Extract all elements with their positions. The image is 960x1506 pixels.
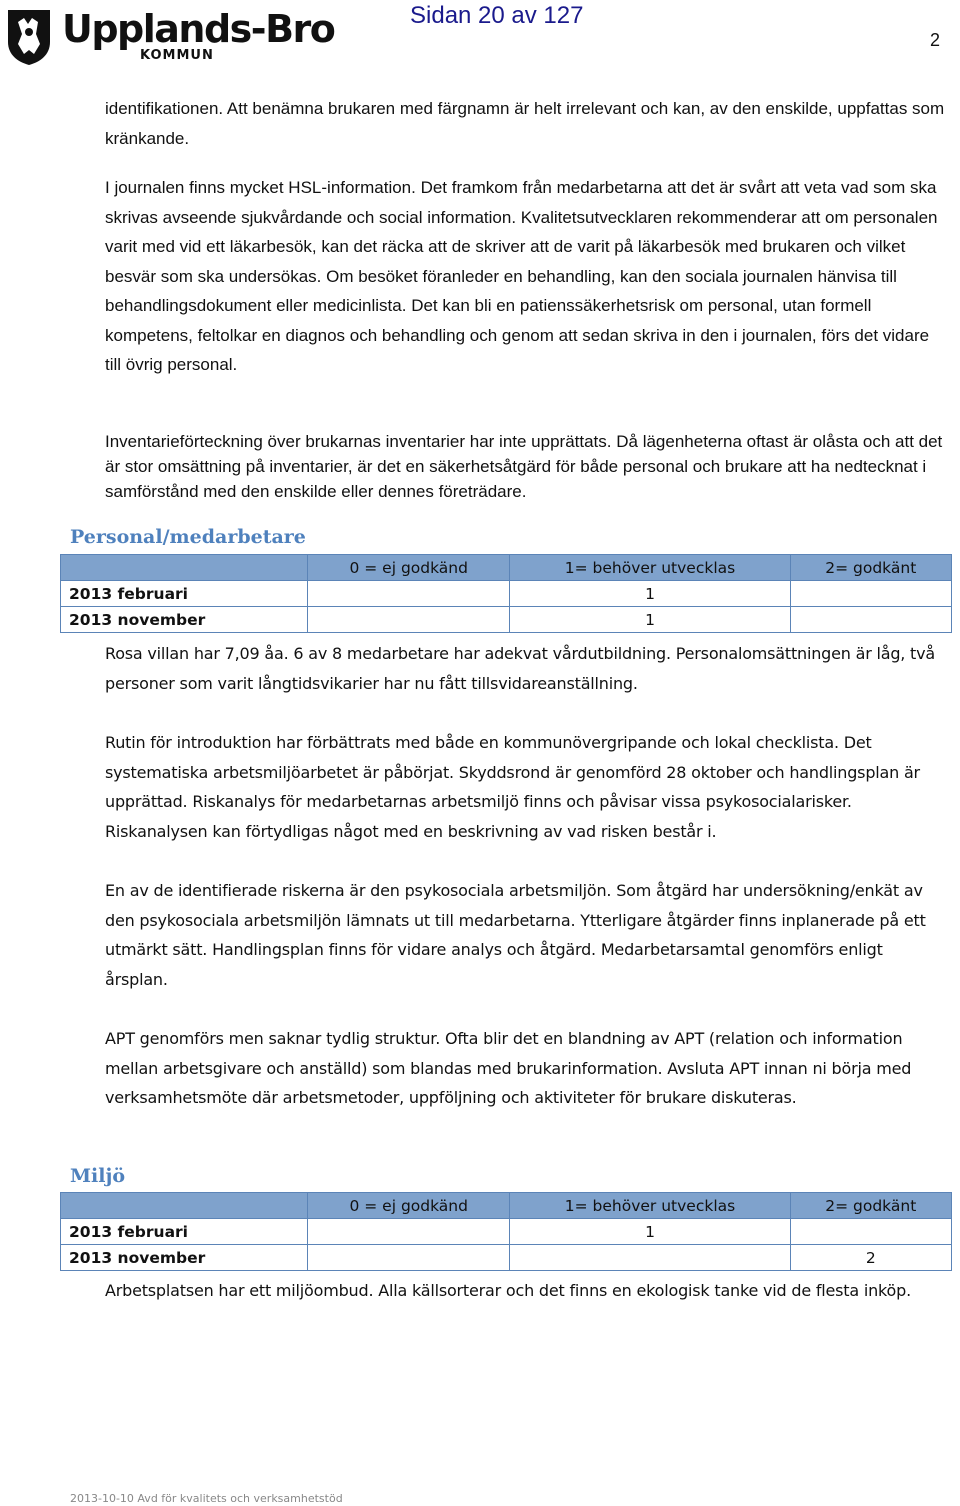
table-row	[61, 581, 952, 607]
row-label: 2013 november	[61, 607, 308, 633]
personal-p3-part-c: Ytterligare åtgärder finns inplanerade på ett utmärkt sätt.	[105, 910, 926, 959]
table-row	[61, 1245, 952, 1271]
table-header-cell: 0 = ej godkänd	[308, 555, 510, 581]
intro-paragraph-3	[105, 429, 945, 504]
coat-of-arms-icon	[6, 8, 52, 66]
personal-paragraph-3	[105, 876, 945, 994]
personal-p1-part-a: Rosa villan har 7,09 åa.	[105, 644, 289, 663]
rating-table-personal	[60, 554, 952, 633]
intro-p3-part-b: Då lägenheterna oftast är olåsta och att det är stor omsättning på inventarier, är det en säkerhetsåtgärd för både personal och brukare att ha nedtecknat i samförstånd med den enskilde eller dennes företrädare.	[105, 432, 943, 501]
personal-p4-part-b: Ofta blir det en blandning av APT (relation och information mellan arbetsgivare och anställd) som blandas med brukarinformation.	[105, 1029, 903, 1078]
rating-cell	[308, 607, 510, 633]
footer-text: 2013-10-10 Avd för kvalitets och verksamhetstöd	[70, 1492, 343, 1505]
intro-p3-part-a: Inventarieförteckning över brukarnas inventarier har inte upprättats.	[105, 432, 612, 451]
personal-p1-part-b: 6 av 8 medarbetare har adekvat vårdutbildning.	[293, 644, 671, 663]
municipality-logo	[6, 8, 334, 70]
row-label: 2013 februari	[61, 581, 308, 607]
page-number: 2	[929, 30, 940, 50]
table-row	[61, 607, 952, 633]
rating-cell: 1	[510, 581, 790, 607]
table-header-cell: 1= behöver utvecklas	[510, 1193, 790, 1219]
personal-p4-part-c: Avsluta APT innan ni börja med verksamhetsmöte där arbetsmetoder, uppföljning och aktiviteter för brukare diskuteras.	[105, 1058, 912, 1107]
personal-paragraph-1	[105, 639, 945, 698]
table-header-cell: 1= behöver utvecklas	[510, 555, 790, 581]
page-counter: Sidan 20 av 127	[410, 2, 584, 29]
rating-cell	[308, 1219, 510, 1245]
intro-p2-part-c: Om besöket föranleder en behandling, kan den sociala journalen hänvisa till behandlingsdokument eller medicinlista.	[105, 266, 897, 315]
table-header-blank	[61, 555, 308, 581]
personal-p4-part-a: APT genomförs men saknar tydlig struktur.	[105, 1029, 441, 1048]
personal-paragraph-4	[105, 1024, 945, 1113]
logo-subtitle: KOMMUN	[140, 48, 214, 63]
section-heading-miljo: Miljö	[70, 1165, 126, 1187]
table-header-row	[61, 1193, 952, 1219]
personal-p3-part-d: Handlingsplan finns för vidare analys och åtgärd. Medarbetarsamtal genomförs enligt årsplan.	[105, 940, 883, 989]
intro-p2-part-d: Det kan bli en patienssäkerhetsrisk om personal, utan formell kompetens, feltolkar en diagnos och behandling och genom att sedan skriva in den i journalen, förs det vidare till övrig personal.	[105, 296, 930, 374]
personal-paragraph-2	[105, 728, 945, 846]
table-header-cell: 2= godkänt	[790, 555, 951, 581]
logo-name: Upplands-Bro	[62, 7, 335, 51]
intro-p2-part-b: Kvalitetsutvecklaren rekommenderar att om personalen varit med vid ett läkarbesök, kan det räcka att de skriver att de varit på läkarbesök med brukaren och vilket besvär som ska undersökas.	[105, 207, 938, 286]
table-header-row	[61, 555, 952, 581]
personal-p3-part-b: Som åtgärd har undersökning/enkät av den psykosociala arbetsmiljön lämnats ut till medarbetarna.	[105, 881, 923, 930]
personal-p3-part-a: En av de identifierade riskerna är den psykosociala arbetsmiljön.	[105, 881, 612, 900]
rating-cell: 1	[510, 1219, 790, 1245]
rating-cell: 1	[510, 607, 790, 633]
personal-p2-part-c: Riskanalys för medarbetarnas arbetsmiljö finns och påvisar vissa psykosocialarisker.	[192, 792, 852, 811]
table-header-cell: 0 = ej godkänd	[308, 1193, 510, 1219]
rating-cell	[790, 607, 951, 633]
intro-paragraph-2	[105, 173, 945, 380]
miljo-paragraph-1: Arbetsplatsen har ett miljöombud. Alla källsorterar och det finns en ekologisk tanke vid de flesta inköp.	[105, 1281, 911, 1300]
table-row	[61, 1219, 952, 1245]
intro-paragraph-1: identifikationen. Att benämna brukaren med färgnamn är helt irrelevant och kan, av den enskilde, uppfattas som kränkande.	[105, 99, 945, 148]
rating-cell	[510, 1245, 790, 1271]
personal-p2-part-a: Rutin för introduktion har förbättrats med både en kommunövergripande och lokal checklista. Det systematiska arbetsmiljöarbetet är påbörjat.	[105, 733, 872, 782]
row-label: 2013 november	[61, 1245, 308, 1271]
intro-p2-part-a: I journalen finns mycket HSL-information. Det framkom från medarbetarna att det är svårt att veta vad som ska skrivas avseende sjukvårdande och social information.	[105, 178, 937, 227]
rating-table-miljo	[60, 1192, 952, 1271]
personal-p2-part-d: Riskanalysen kan förtydligas något med en beskrivning av vad risken består i.	[105, 821, 717, 841]
table-header-blank	[61, 1193, 308, 1219]
rating-cell: 2	[790, 1245, 951, 1271]
rating-cell	[308, 581, 510, 607]
rating-cell	[790, 1219, 951, 1245]
personal-p2-part-b: Skyddsrond är genomförd 28 oktober och handlingsplan är upprättad.	[105, 762, 920, 811]
section-heading-personal: Personal/medarbetare	[70, 526, 306, 548]
row-label: 2013 februari	[61, 1219, 308, 1245]
rating-cell	[308, 1245, 510, 1271]
rating-cell	[790, 581, 951, 607]
table-header-cell: 2= godkänt	[790, 1193, 951, 1219]
personal-p1-part-c: Personalomsättningen är låg, två personer som varit långtidsvikarier har nu fått tillsvidareanställning.	[105, 644, 936, 693]
